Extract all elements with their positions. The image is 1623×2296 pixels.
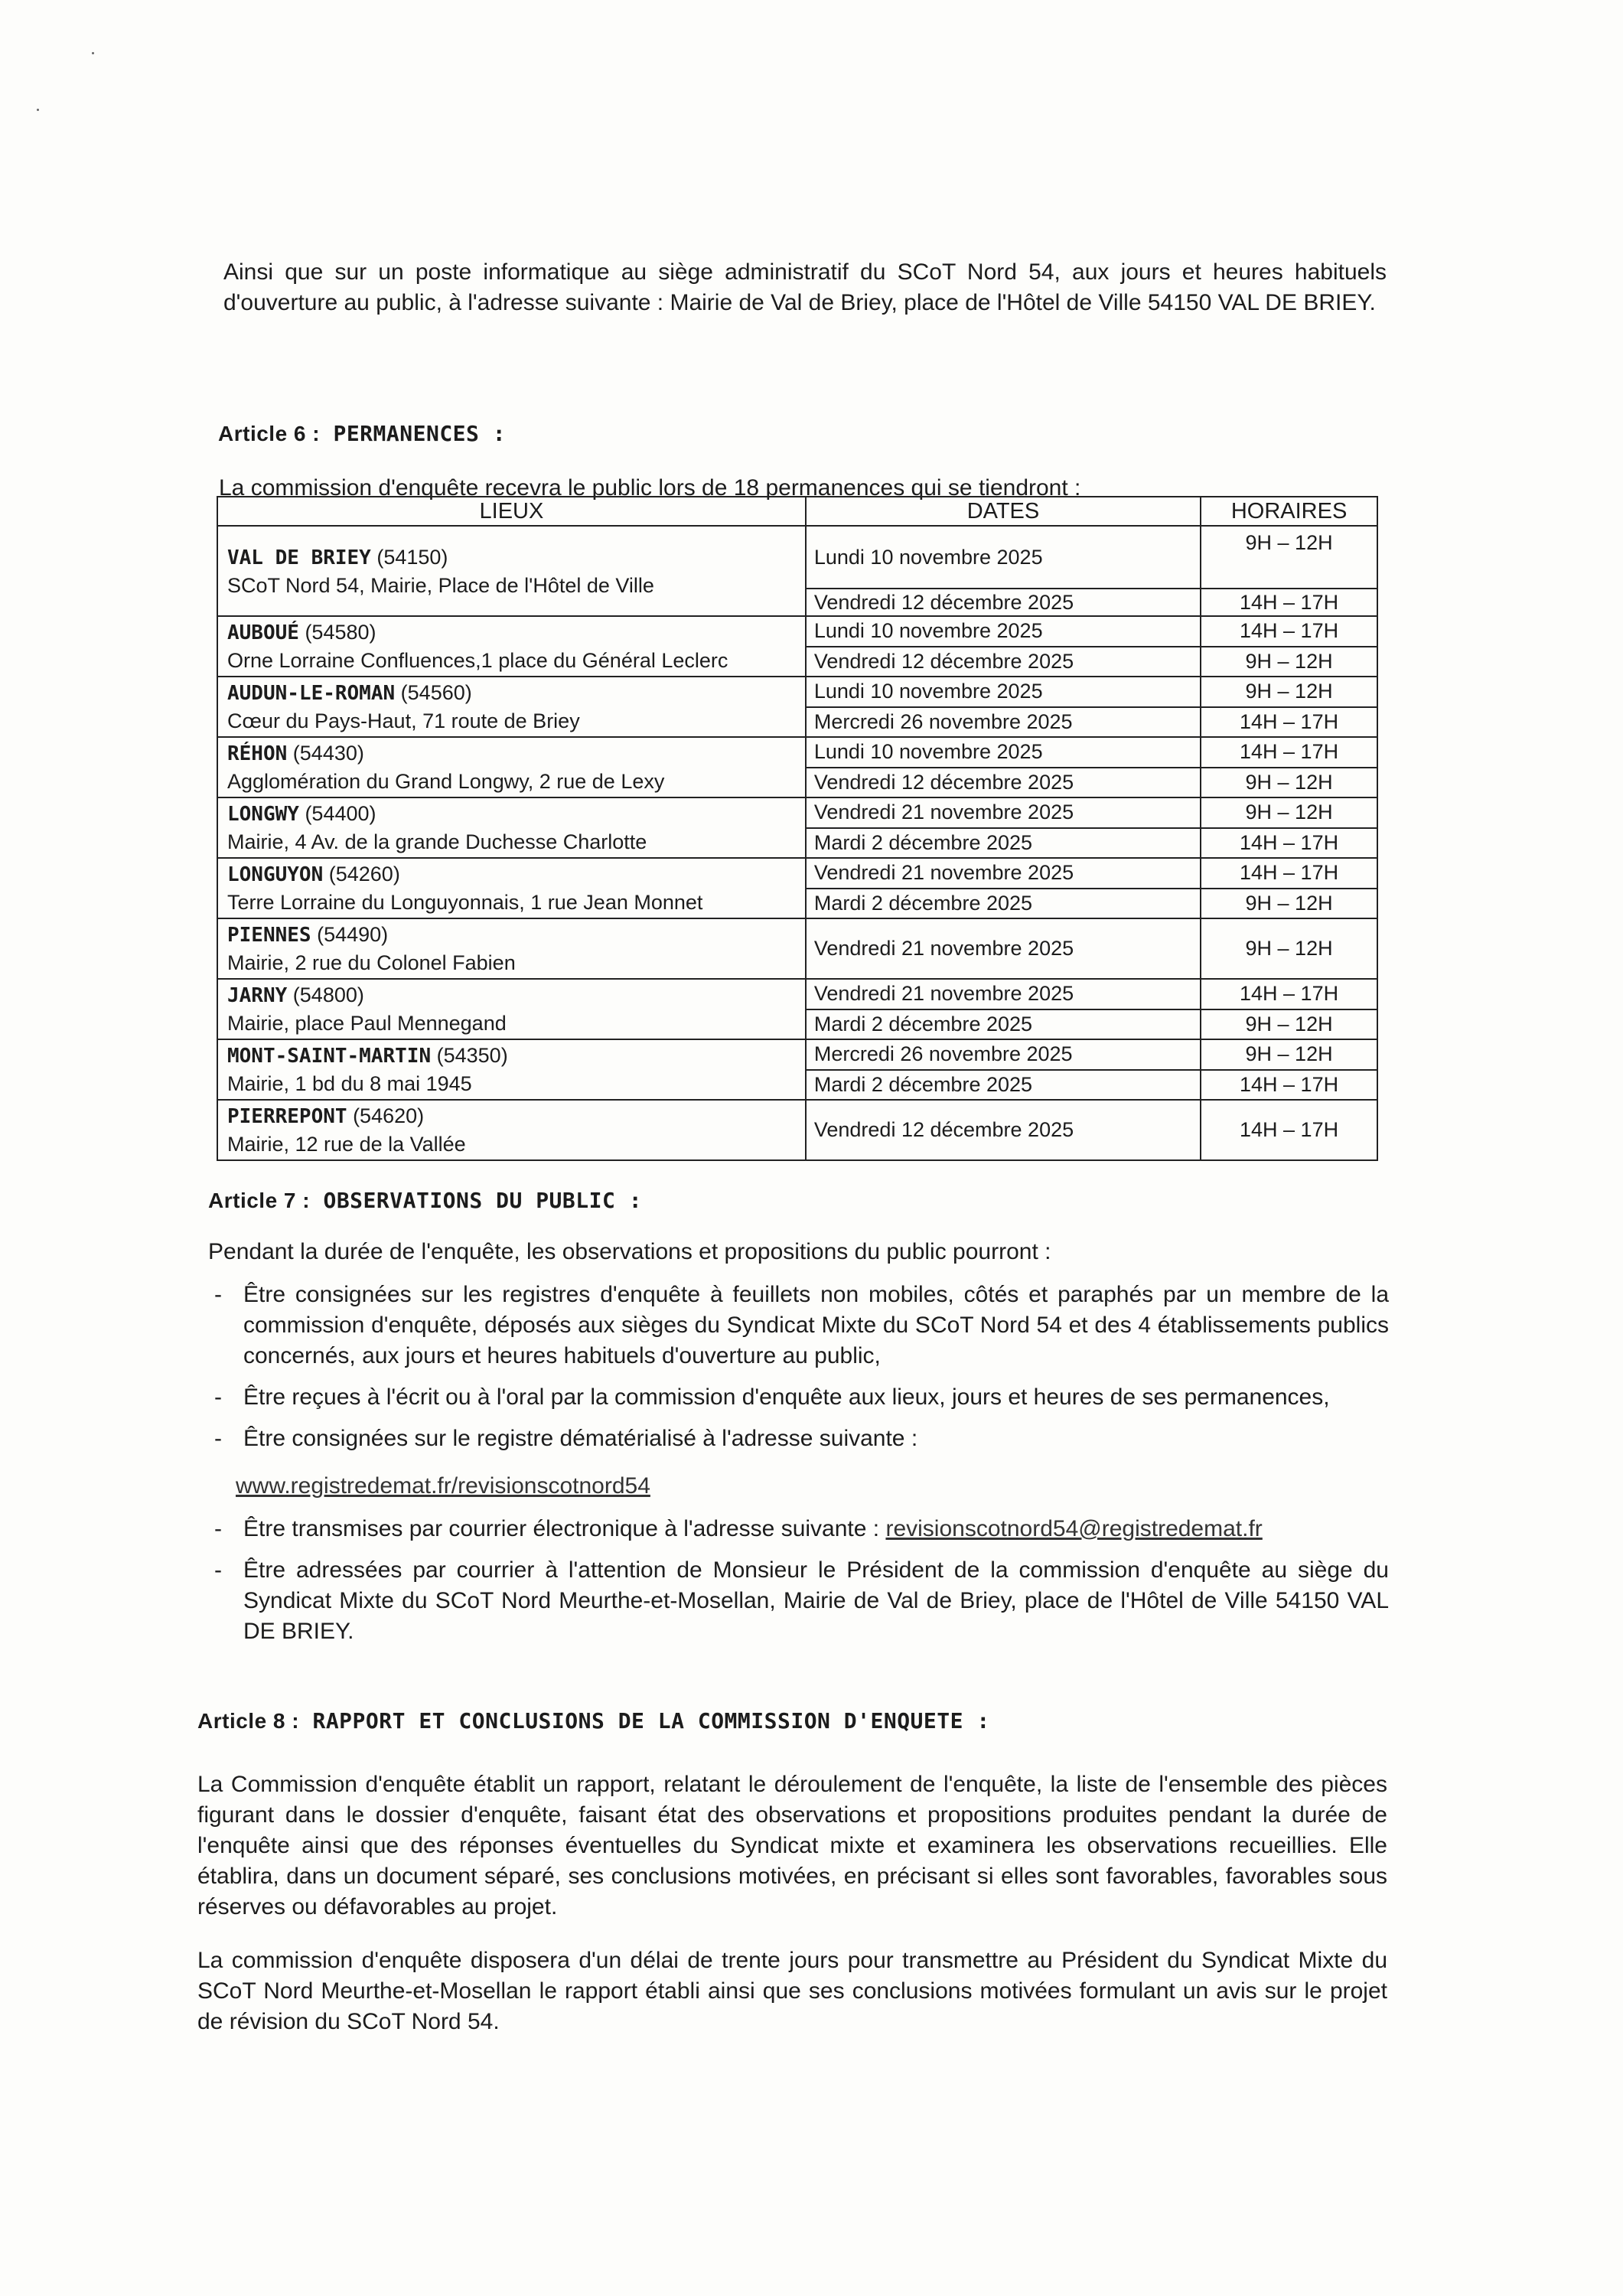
town-name: LONGUYON [227,863,324,886]
town-name: VAL DE BRIEY [227,546,371,569]
hours-cell: 14H – 17H [1201,1070,1377,1101]
date-cell: Lundi 10 novembre 2025 [806,526,1201,589]
postal-code: (54150) [376,545,448,569]
date-cell: Vendredi 12 décembre 2025 [806,1100,1201,1160]
town-name: PIENNES [227,924,311,947]
email-text: Être transmises par courrier électronique à l'adresse suivante : [243,1516,880,1541]
location-cell [217,918,806,979]
header-dates: DATES [806,497,1201,526]
table-header-row [217,497,1377,526]
article-8-paragraph-2: La commission d'enquête disposera d'un délai de trente jours pour transmettre au Président du Syndicat Mixte du SCoT Nord Meurthe-et-Mosellan le rapport établi ainsi que ses conclusions motivées formulant un avis sur le projet de révision du SCoT Nord 54. [197,1948,1387,2034]
header-horaires: HORAIRES [1201,497,1377,526]
location-address: Terre Lorraine du Longuyonnais, 1 rue Jean Monnet [227,891,703,914]
hours-cell: 14H – 17H [1201,858,1377,889]
location-cell [217,797,806,858]
permanences-table [217,496,1378,1161]
hours-cell: 9H – 12H [1201,1039,1377,1070]
location-cell [217,979,806,1039]
town-name: PIERREPONT [227,1105,347,1128]
hours-cell: 14H – 17H [1201,589,1377,616]
article-6-intro: La commission d'enquête recevra le public lors de 18 permanences qui se tiendront : [219,475,1081,501]
date-cell: Vendredi 21 novembre 2025 [806,918,1201,979]
hours-cell: 9H – 12H [1201,647,1377,677]
location-cell [217,737,806,797]
postal-code: (54580) [305,621,376,644]
hours-cell: 14H – 17H [1201,707,1377,738]
list-item [214,1514,1389,1544]
location-address: Mairie, 4 Av. de la grande Duchesse Charlotte [227,830,647,853]
hours-cell: 9H – 12H [1201,768,1377,798]
intro-paragraph: Ainsi que sur un poste informatique au siège administratif du SCoT Nord 54, aux jours et heures habituels d'ouverture au public, à l'adresse suivante : Mairie de Val de Briey, place de l'Hôtel de Ville 54150 VAL DE BRIEY. [223,259,1387,315]
observations-list-continued [214,1514,1389,1647]
table-row [217,1100,1377,1160]
date-cell: Lundi 10 novembre 2025 [806,677,1201,707]
hours-cell: 14H – 17H [1201,737,1377,768]
date-cell: Vendredi 12 décembre 2025 [806,768,1201,798]
scan-speck [92,52,94,54]
postal-code: (54260) [328,863,400,885]
article-8-label: Article 8 : [197,1709,300,1733]
date-cell: Vendredi 12 décembre 2025 [806,589,1201,616]
location-address: Mairie, 12 rue de la Vallée [227,1133,466,1156]
location-cell [217,526,806,616]
date-cell: Mardi 2 décembre 2025 [806,1009,1201,1040]
date-cell: Lundi 10 novembre 2025 [806,616,1201,647]
town-name: AUDUN-LE-ROMAN [227,682,396,705]
header-lieux: LIEUX [217,497,806,526]
date-cell: Vendredi 21 novembre 2025 [806,858,1201,889]
hours-cell: 9H – 12H [1201,677,1377,707]
hours-cell: 9H – 12H [1201,797,1377,828]
hours-cell: 9H – 12H [1201,918,1377,979]
location-address: Agglomération du Grand Longwy, 2 rue de Lexy [227,770,665,793]
town-name: AUBOUÉ [227,621,299,644]
postal-code: (54560) [400,681,472,704]
article-8-heading [197,1708,990,1733]
location-cell [217,677,806,737]
hours-cell: 14H – 17H [1201,979,1377,1009]
location-cell [217,858,806,918]
article-7-heading [208,1188,642,1213]
article-8-title: RAPPORT ET CONCLUSIONS DE LA COMMISSION D'ENQUETE : [312,1708,990,1733]
location-address: Mairie, 2 rue du Colonel Fabien [227,951,516,974]
location-address: Mairie, place Paul Mennegand [227,1012,507,1035]
town-name: RÉHON [227,742,288,765]
location-address: Orne Lorraine Confluences,1 place du Général Leclerc [227,649,728,672]
date-cell: Vendredi 21 novembre 2025 [806,979,1201,1009]
article-7-title: OBSERVATIONS DU PUBLIC : [323,1188,643,1213]
registry-link[interactable]: www.registredemat.fr/revisionscotnord54 [236,1473,650,1499]
date-cell: Mercredi 26 novembre 2025 [806,707,1201,738]
article-6-heading [218,421,506,446]
article-7-intro: Pendant la durée de l'enquête, les observations et propositions du public pourront : [208,1239,1051,1264]
hours-cell: 9H – 12H [1201,1009,1377,1040]
hours-cell: 14H – 17H [1201,1100,1377,1160]
article-6-title: PERMANENCES : [333,421,507,446]
postal-code: (54800) [292,983,364,1006]
location-cell [217,616,806,677]
date-cell: Mercredi 26 novembre 2025 [806,1039,1201,1070]
date-cell: Mardi 2 décembre 2025 [806,828,1201,859]
postal-code: (54350) [436,1044,508,1067]
location-address: Mairie, 1 bd du 8 mai 1945 [227,1072,472,1095]
table-row [217,979,1377,1009]
date-cell: Vendredi 21 novembre 2025 [806,797,1201,828]
postal-code: (54400) [305,802,376,825]
table-row [217,858,1377,889]
table-row [217,797,1377,828]
postal-code: (54490) [317,923,389,946]
location-address: SCoT Nord 54, Mairie, Place de l'Hôtel de Ville [227,573,654,597]
table-row [217,1039,1377,1070]
hours-cell: 14H – 17H [1201,616,1377,647]
article-6-label: Article 6 : [218,422,321,445]
postal-code: (54620) [353,1104,425,1127]
table-row [217,616,1377,647]
email-link[interactable]: revisionscotnord54@registredemat.fr [885,1516,1263,1541]
postal-code: (54430) [292,742,364,765]
table-row [217,677,1377,707]
list-item: - Être reçues à l'écrit ou à l'oral par la commission d'enquête aux lieux, jours et heures de ses permanences, [214,1382,1389,1413]
date-cell: Mardi 2 décembre 2025 [806,889,1201,919]
list-item: - Être consignées sur le registre dématérialisé à l'adresse suivante : [214,1424,1389,1454]
article-8-paragraph-1: La Commission d'enquête établit un rapport, relatant le déroulement de l'enquête, la liste de l'ensemble des pièces figurant dans le dossier d'enquête, faisant état des observations et propositions produites pendant la durée de l'enquête ainsi que des réponses éventuelles du Syndicat mixte et examinera les observations recueillies. Elle établira, dans un document séparé, ses conclusions motivées, en précisant si elles sont favorables, favorables sous réserves ou défavorables au projet. [197,1772,1387,1919]
date-cell: Mardi 2 décembre 2025 [806,1070,1201,1101]
hours-cell: 14H – 17H [1201,828,1377,859]
observations-list [214,1280,1389,1465]
hours-cell: 9H – 12H [1201,889,1377,919]
table-row [217,918,1377,979]
location-cell [217,1039,806,1100]
table-row [217,737,1377,768]
location-address: Cœur du Pays-Haut, 71 route de Briey [227,709,580,732]
hours-cell: 9H – 12H [1201,526,1377,589]
date-cell: Lundi 10 novembre 2025 [806,737,1201,768]
town-name: JARNY [227,984,288,1007]
table-row [217,526,1377,589]
list-item: - Être consignées sur les registres d'enquête à feuillets non mobiles, côtés et paraphés par un membre de la commission d'enquête, déposés aux sièges du Syndicat Mixte du SCoT Nord 54 et des 4 établissements publics concernés, aux jours et heures habituels d'ouverture au public, [214,1280,1389,1371]
date-cell: Vendredi 12 décembre 2025 [806,647,1201,677]
scan-speck [37,109,39,111]
location-cell [217,1100,806,1160]
town-name: MONT-SAINT-MARTIN [227,1045,432,1068]
list-item: - Être adressées par courrier à l'attention de Monsieur le Président de la commission d'enquête au siège du Syndicat Mixte du SCoT Nord Meurthe-et-Mosellan, Mairie de Val de Briey, place de l'Hôtel de Ville 54150 VAL DE BRIEY. [214,1555,1389,1647]
town-name: LONGWY [227,803,299,826]
article-7-label: Article 7 : [208,1189,311,1212]
